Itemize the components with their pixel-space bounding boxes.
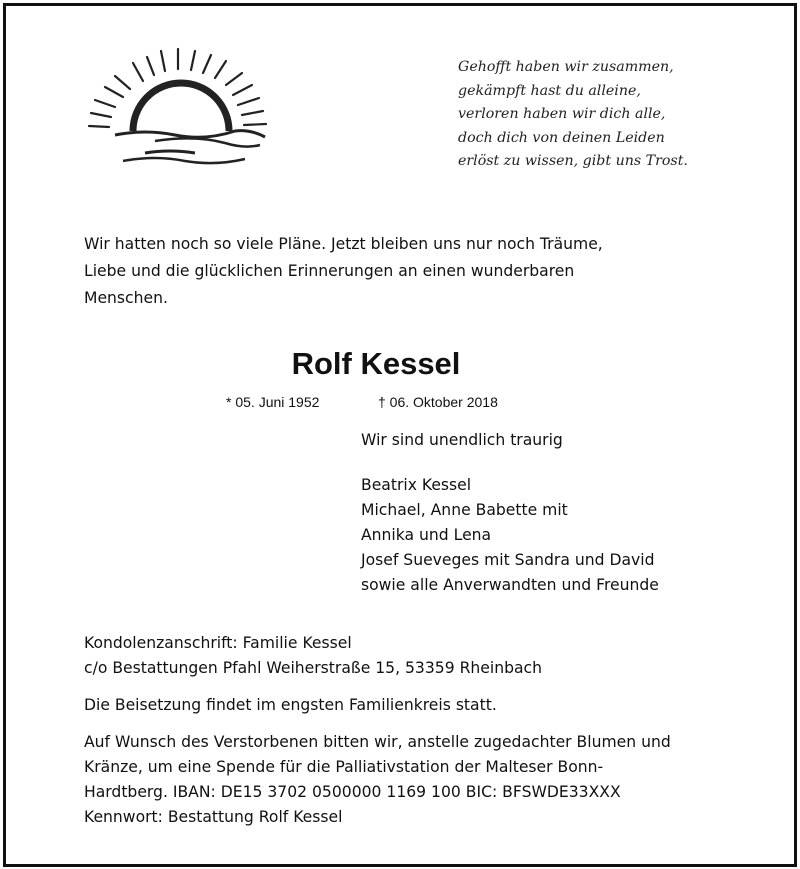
rising-sun-icon — [85, 45, 285, 175]
burial-note: Die Beisetzung findet im engsten Familienkreis statt. — [84, 696, 497, 714]
mourning-heading: Wir sind unendlich traurig — [361, 431, 563, 449]
intro-line: Liebe und die glücklichen Erinnerungen an einen wunderbaren — [84, 262, 575, 280]
mourner-line: Josef Sueveges mit Sandra und David — [361, 551, 655, 569]
donation-line: Auf Wunsch des Verstorbenen bitten wir, anstelle zugedachter Blumen und — [84, 733, 671, 751]
poem-line: gekämpft hast du alleine, — [458, 82, 641, 99]
poem — [458, 56, 688, 174]
poem-line: erlöst zu wissen, gibt uns Trost. — [458, 153, 688, 169]
poem-line: verloren haben wir dich alle, — [458, 106, 666, 122]
mourner-line: Michael, Anne Babette mit — [361, 501, 568, 519]
footer-info — [84, 631, 671, 830]
poem-line: doch dich von deinen Leiden — [458, 129, 665, 146]
mourner-line: Annika und Lena — [361, 526, 492, 544]
donation-line: Hardtberg. IBAN: DE15 3702 0500000 1169 100 BIC: BFSWDE33XXX — [84, 783, 621, 801]
address-line: Kondolenzanschrift: Familie Kessel — [84, 634, 352, 652]
address-line: c/o Bestattungen Pfahl Weiherstraße 15, 53359 Rheinbach — [84, 659, 543, 677]
poem-line: Gehofft haben wir zusammen, — [458, 59, 674, 75]
donation-line: Kränze, um eine Spende für die Palliativstation der Malteser Bonn- — [84, 758, 604, 776]
deceased-name: Rolf Kessel — [291, 346, 461, 381]
intro-line: Menschen. — [84, 289, 168, 307]
donation-line: Kennwort: Bestattung Rolf Kessel — [84, 808, 343, 826]
mourners-block — [361, 428, 659, 598]
mourner-line: Beatrix Kessel — [361, 476, 472, 494]
mourner-line: sowie alle Anverwandten und Freunde — [361, 576, 659, 594]
intro-text — [84, 231, 603, 312]
intro-line: Wir hatten noch so viele Pläne. Jetzt bleiben uns nur noch Träume, — [84, 235, 603, 253]
birth-date: * 05. Juni 1952 — [226, 394, 320, 410]
death-date: † 06. Oktober 2018 — [378, 394, 498, 410]
